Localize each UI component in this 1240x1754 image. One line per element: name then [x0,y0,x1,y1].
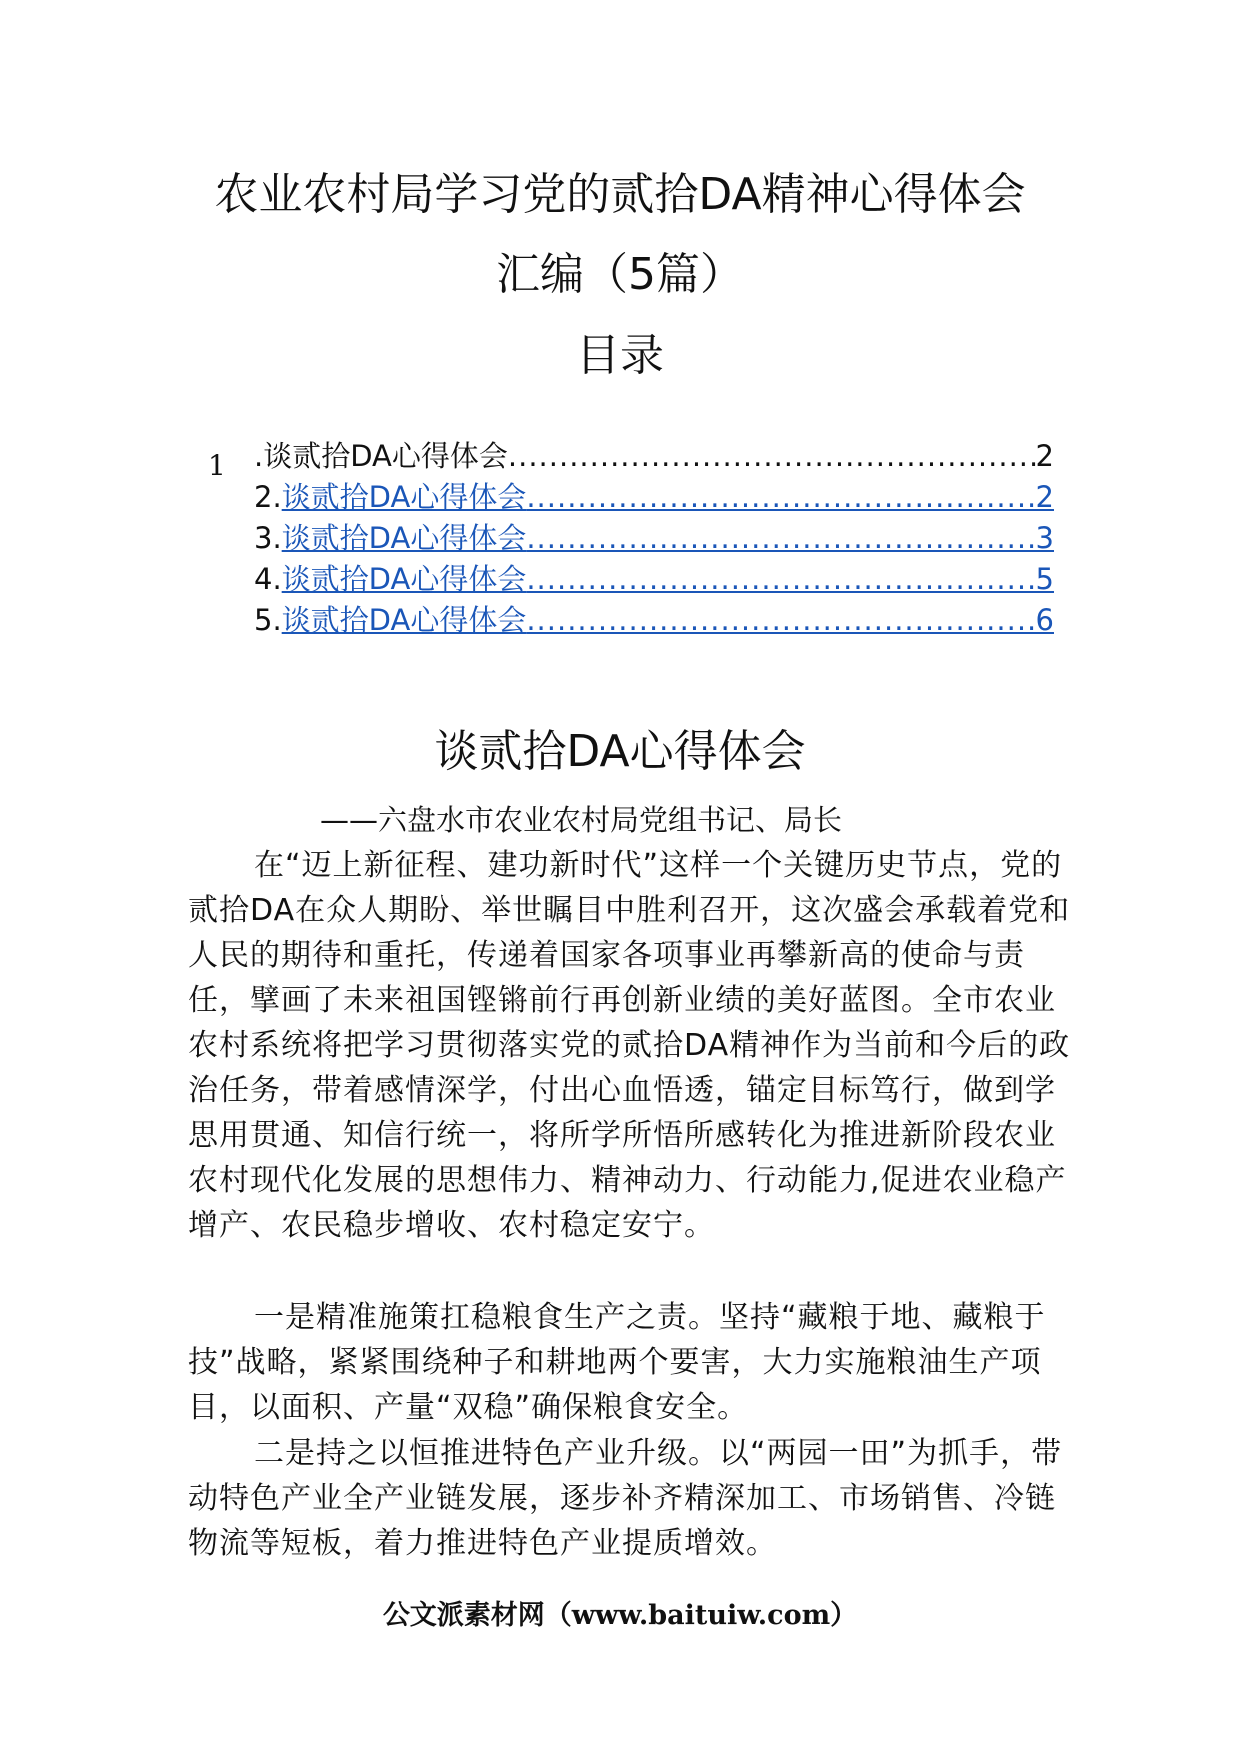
toc-leader-dots [526,477,1035,517]
toc-item-2[interactable] [254,477,1054,517]
toc-item-page: 5 [1035,562,1054,596]
toc-item-page: 6 [1035,603,1054,637]
toc-item-link[interactable] [282,518,1054,558]
toc-item-page: 2 [1035,439,1054,473]
toc-item-5[interactable] [254,600,1054,640]
toc-leader-dots [508,436,1036,476]
toc-item-number: 5. [254,603,282,637]
body-paragraph-3: 二是持之以恒推进特色产业升级。以“两园一田”为抓手，带动特色产业全产业链发展，逐步补齐精深加工、市场销售、冷链物流等短板，着力推进特色产业提质增效。 [188,1436,1063,1561]
toc-item-number: 3. [254,521,282,555]
body-paragraph-1: 在“迈上新征程、建功新时代”这样一个关键历史节点，党的贰拾DA在众人期盼、举世瞩目中胜利召开，这次盛会承载着党和人民的期待和重托，传递着国家各项事业再攀新高的使命与责任，擘画了未来祖国铿锵前行再创新业绩的美好蓝图。全市农业农村系统将把学习贯彻落实党的贰拾DA精神作为当前和今后的政治任务，带着感情深学，付出心血悟透，锚定目标笃行，做到学思用贯通、知信行统一，将所学所悟所感转化为推进新阶段农业农村现代化发展的思想伟力、精神动力、行动能力,促进农业稳产增产、农民稳步增收、农村稳定安宁。 [188,848,1071,1243]
toc-item-page: 3 [1035,521,1054,555]
section-title: 谈贰拾DA心得体会 [434,726,806,777]
toc-leader-dots [526,518,1035,558]
toc-item-label: 谈贰拾DA心得体会 [281,521,527,555]
toc-item-link[interactable] [254,436,1054,476]
document-title-line-1: 农业农村局学习党的贰拾DA精神心得体会 [214,169,1026,220]
byline: ——六盘水市农业农村局党组书记、局长 [320,803,843,837]
toc-leader-dots [526,559,1035,599]
toc-item-3[interactable] [254,518,1054,558]
body-paragraph-2: 一是精准施策扛稳粮食生产之责。坚持“藏粮于地、藏粮于技”战略，紧紧围绕种子和耕地两个要害，大力实施粮油生产项目，以面积、产量“双稳”确保粮食安全。 [188,1300,1046,1425]
toc-item-label: 谈贰拾DA心得体会 [281,603,527,637]
toc-item-label: 谈贰拾DA心得体会 [281,562,527,596]
toc-item-page: 2 [1035,480,1054,514]
toc-first-number: 1 [208,449,226,482]
toc-item-4[interactable] [254,559,1054,599]
toc-item-number: 4. [254,562,282,596]
footer-watermark: 公文派素材网（www.baituiw.com） [382,1600,858,1631]
toc-item-label: .谈贰拾DA心得体会 [254,439,508,473]
document-title-line-2: 汇编（5篇） [496,249,744,300]
toc-item-link[interactable] [282,559,1054,599]
toc-item-number: 2. [254,480,282,514]
toc-item-link[interactable] [282,600,1054,640]
toc-heading: 目录 [576,330,664,381]
toc-item-1[interactable] [254,436,1054,476]
toc-leader-dots [526,600,1035,640]
toc-item-label: 谈贰拾DA心得体会 [281,480,527,514]
toc-item-link[interactable] [282,477,1054,517]
